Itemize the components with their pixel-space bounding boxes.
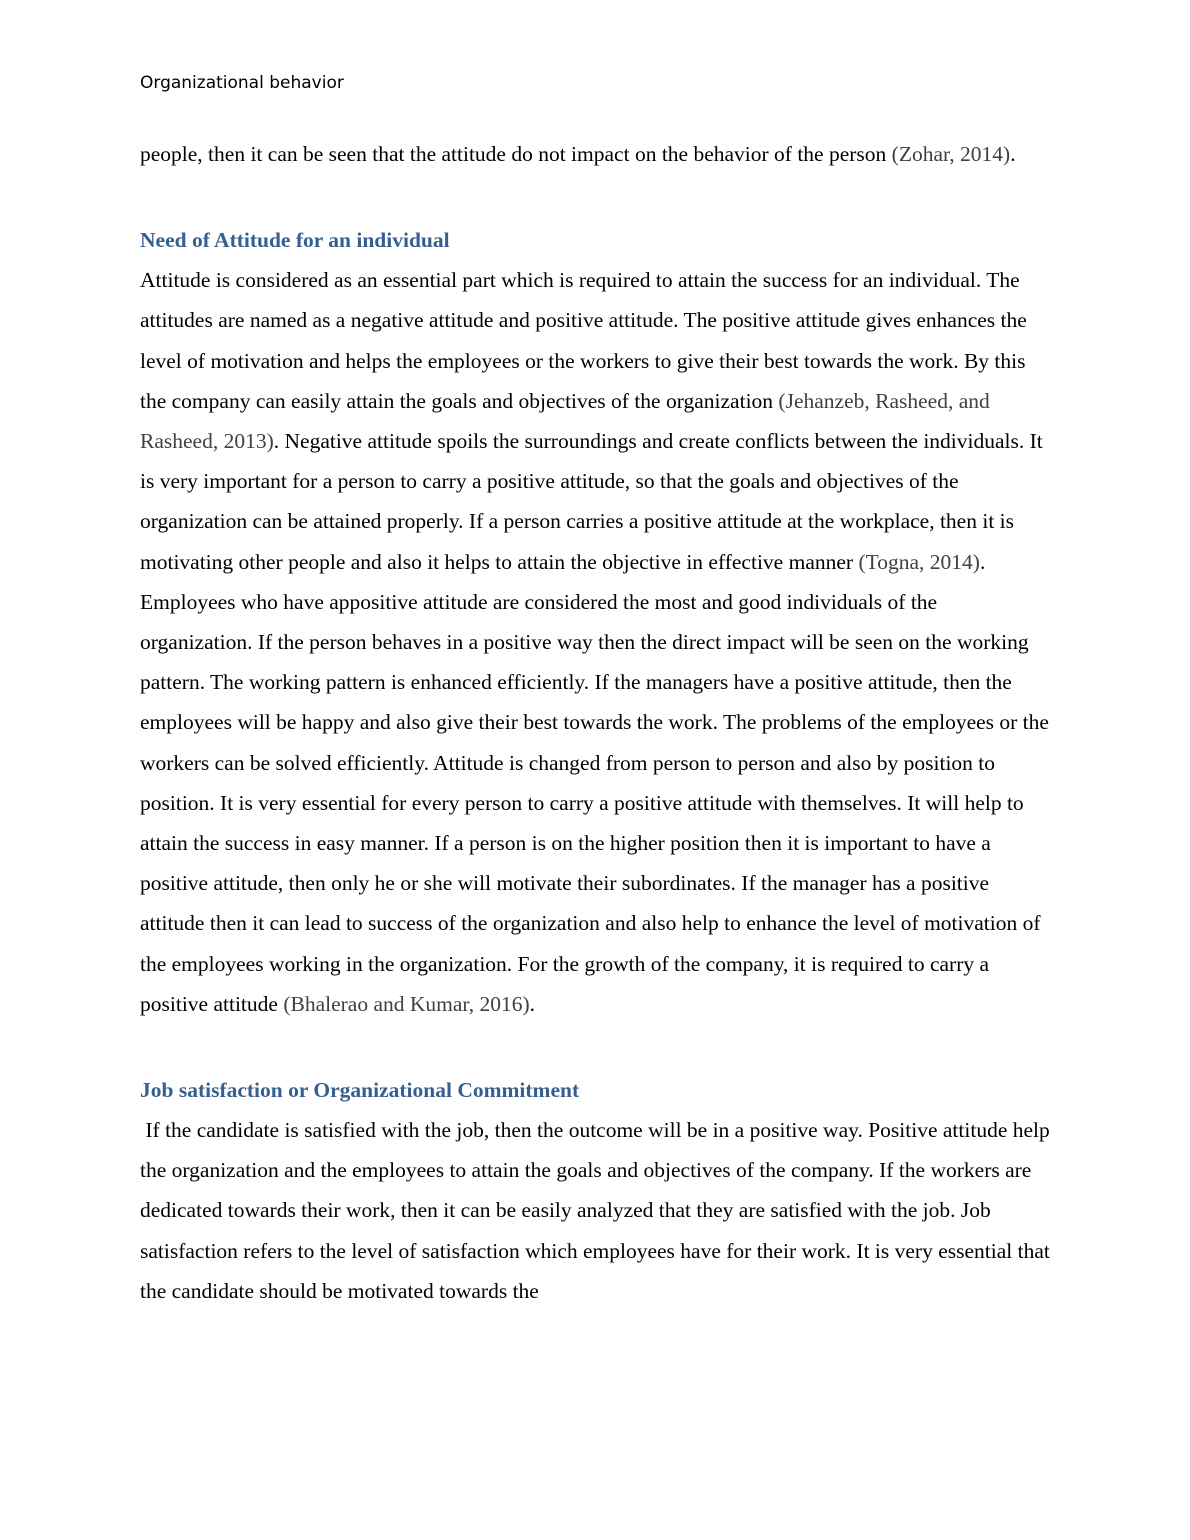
intro-end: . [1010,142,1016,166]
section-heading-attitude: Need of Attitude for an individual [140,228,450,253]
citation-togna: (Togna, 2014) [858,549,980,574]
intro-text: people, then it can be seen that the attitude do not impact on the behavior of the person [140,142,892,166]
running-header: Organizational behavior [140,73,344,93]
attitude-text-1: Attitude is considered as an essential part which is required to attain the success for an individual. The attitudes are named as a negative attitude and positive attitude. The positive attitude gives enhances the level of motivation and helps the employees or the workers to give their best towards the work. By this the company can easily attain the goals and objectives of the organization [140,268,1027,413]
attitude-end: . [529,991,535,1016]
citation-jehanzeb: (Jehanzeb, Rasheed, and Rasheed, 2013) [140,388,990,454]
attitude-text-3: . Employees who have appositive attitude are considered the most and good individuals of the organization. If the person behaves in a positive way then the direct impact will be seen on the working pattern. The working pattern is enhanced efficiently. If the managers have a positive attitude, then the employees will be happy and also give their best towards the work. The problems of the employees or the workers can be solved efficiently. Attitude is changed from person to person and also by position to position. It is very essential for every person to carry a positive attitude with themselves. It will help to attain the success in easy manner. If a person is on the higher position then it is important to have a positive attitude, then only he or she will motivate their subordinates. If the manager has a positive attitude then it can lead to success of the organization and also help to enhance the level of motivation of the employees working in the organization. For the growth of the company, it is required to carry a positive attitude [140,549,1049,1016]
citation-bhalerao: (Bhalerao and Kumar, 2016) [283,991,530,1016]
attitude-text-2: . Negative attitude spoils the surroundings and create conflicts between the individuals. It is very important for a person to carry a positive attitude, so that the goals and objectives of the organization can be attained properly. If a person carries a positive attitude at the workplace, then it is motivating other people and also it helps to attain the objective in effective manner [140,429,1043,574]
section-gap [140,1024,1053,1070]
section-gap [140,174,1053,220]
section-heading-job-satisfaction: Job satisfaction or Organizational Commitment [140,1078,580,1103]
intro-paragraph [140,134,1053,174]
attitude-paragraph [140,260,1053,1024]
job-satisfaction-paragraph [140,1110,1056,1311]
document-body [140,134,1056,1311]
job-satisfaction-text: If the candidate is satisfied with the job, then the outcome will be in a positive way. Positive attitude help the organization and the employees to attain the goals and objectives of the company. If the workers are dedicated towards their work, then it can be easily analyzed that they are satisfied with the job. Job satisfaction refers to the level of satisfaction which employees have for their work. It is very essential that the candidate should be motivated towards the [140,1118,1056,1303]
citation-zohar: (Zohar, 2014) [891,142,1011,166]
